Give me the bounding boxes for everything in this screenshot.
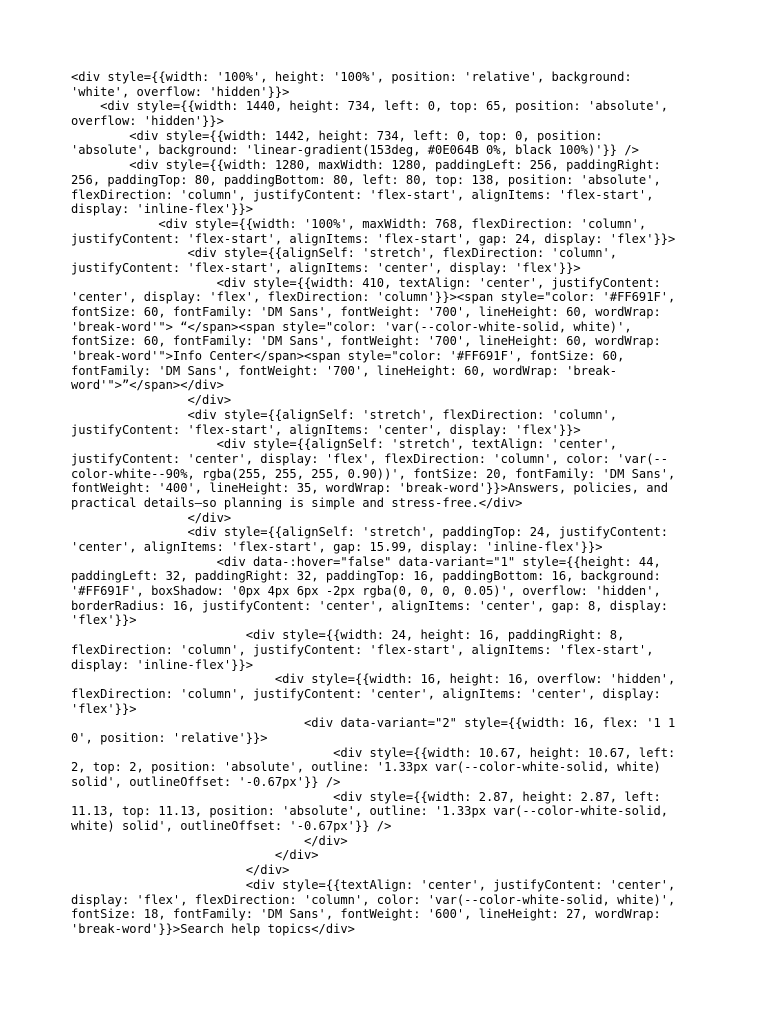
code-line: <div style={{alignSelf: 'stretch', flexDirection: 'column', xyxy=(71,246,618,261)
code-line: 'flex'}}> xyxy=(71,613,137,628)
code-line: '#FF691F', boxShadow: '0px 4px 6px -2px rgba(0, 0, 0, 0.05)', overflow: 'hidden', xyxy=(71,584,661,599)
code-line: <div style={{alignSelf: 'stretch', flexDirection: 'column', xyxy=(71,407,618,422)
code-line: 'center', alignItems: 'flex-start', gap: 15.99, display: 'inline-flex'}}> xyxy=(71,540,603,554)
code-line: justifyContent: 'flex-start', alignItems: 'center', display: 'flex'}}> xyxy=(71,422,581,437)
code-line: justifyContent: 'flex-start', alignItems: 'flex-start', gap: 24, display: 'flex'}}> xyxy=(71,231,676,246)
code-line: <div data-:hover="false" data-variant="1" style={{height: 44, xyxy=(71,554,661,569)
code-line: color-white--90%, rgba(255, 255, 255, 0.90))', fontSize: 20, fontFamily: 'DM Sans', xyxy=(71,466,676,481)
code-line: <div style={{width: 1440, height: 734, left: 0, top: 65, position: 'absolute', xyxy=(71,99,669,114)
code-line: 'center', display: 'flex', flexDirection: 'column'}}><span style="color: '#FF691F', xyxy=(71,290,676,305)
code-line: 11.13, top: 11.13, position: 'absolute', outline: '1.33px var(--color-white-solid, xyxy=(71,804,669,819)
code-listing xyxy=(71,70,695,937)
code-line: fontSize: 60, fontFamily: 'DM Sans', fontWeight: '700', lineHeight: 60, wordWrap: xyxy=(71,305,661,319)
code-line: fontFamily: 'DM Sans', fontWeight: '700', lineHeight: 60, wordWrap: 'break- xyxy=(71,363,618,378)
code-line: </div> xyxy=(71,510,232,525)
code-line: <div style={{width: '100%', maxWidth: 768, flexDirection: 'column', xyxy=(71,216,647,231)
code-line: flexDirection: 'column', justifyContent: 'flex-start', alignItems: 'flex-start', xyxy=(71,642,654,657)
code-line: display: 'inline-flex'}}> xyxy=(71,657,254,672)
code-line: flexDirection: 'column', justifyContent: 'center', alignItems: 'center', display: xyxy=(71,686,661,701)
code-line: <div style={{alignSelf: 'stretch', textAlign: 'center', xyxy=(71,437,618,452)
code-line: justifyContent: 'flex-start', alignItems: 'center', display: 'flex'}}> xyxy=(71,260,581,275)
code-line: <div style={{width: 24, height: 16, paddingRight: 8, xyxy=(71,628,625,643)
code-line: </div> xyxy=(71,848,319,863)
code-line: white) solid', outlineOffset: '-0.67px'}} /> xyxy=(71,819,392,834)
code-line: </div> xyxy=(71,393,232,408)
code-line: 'absolute', background: 'linear-gradient(153deg, #0E064B 0%, black 100%)'}} /> xyxy=(71,143,639,158)
code-line: practical details—so planning is simple and stress-free.</div> xyxy=(71,495,523,510)
code-line: display: 'inline-flex'}}> xyxy=(71,202,254,217)
code-line: 'break-word'"> “</span><span style="color: 'var(--color-white-solid, white)', xyxy=(71,319,632,334)
code-line: 'break-word'">Info Center</span><span style="color: '#FF691F', fontSize: 60, xyxy=(71,349,625,364)
code-line: justifyContent: 'center', display: 'flex', flexDirection: 'column', color: 'var(-- xyxy=(71,451,669,466)
code-line: <div style={{width: 1280, maxWidth: 1280, paddingLeft: 256, paddingRight: xyxy=(71,158,661,173)
code-line: <div style={{width: 410, textAlign: 'center', justifyContent: xyxy=(71,275,661,290)
code-line: 'flex'}}> xyxy=(71,701,137,716)
code-line: <div style={{width: 2.87, height: 2.87, left: xyxy=(71,789,661,804)
code-line: <div style={{width: '100%', height: '100%', position: 'relative', background: xyxy=(71,70,632,84)
code-line: <div style={{alignSelf: 'stretch', paddingTop: 24, justifyContent: xyxy=(71,525,669,540)
code-line: word'">”</span></div> xyxy=(71,378,224,393)
code-line: 'break-word'}}>Search help topics</div> xyxy=(71,921,355,936)
code-line: borderRadius: 16, justifyContent: 'center', alignItems: 'center', gap: 8, display: xyxy=(71,598,669,613)
code-line: 2, top: 2, position: 'absolute', outline: '1.33px var(--color-white-solid, white) xyxy=(71,760,661,775)
code-line: fontWeight: '400', lineHeight: 35, wordWrap: 'break-word'}}>Answers, policies, and xyxy=(71,481,669,496)
code-line: paddingLeft: 32, paddingRight: 32, paddingTop: 16, paddingBottom: 16, background: xyxy=(71,569,661,584)
code-line: 'white', overflow: 'hidden'}}> xyxy=(71,84,290,99)
code-line: </div> xyxy=(71,833,348,848)
code-line: fontSize: 18, fontFamily: 'DM Sans', fontWeight: '600', lineHeight: 27, wordWrap: xyxy=(71,907,661,922)
code-line: solid', outlineOffset: '-0.67px'}} /> xyxy=(71,775,341,789)
code-line: <div data-variant="2" style={{width: 16, flex: '1 1 xyxy=(71,716,676,731)
code-line: display: 'flex', flexDirection: 'column', color: 'var(--color-white-solid, white)', xyxy=(71,892,676,907)
code-line: <div style={{width: 16, height: 16, overflow: 'hidden', xyxy=(71,672,676,687)
code-line: 0', position: 'relative'}}> xyxy=(71,730,268,745)
code-line: flexDirection: 'column', justifyContent: 'flex-start', alignItems: 'flex-start', xyxy=(71,187,654,202)
code-line: 256, paddingTop: 80, paddingBottom: 80, left: 80, top: 138, position: 'absolute', xyxy=(71,172,661,187)
code-line: <div style={{width: 10.67, height: 10.67, left: xyxy=(71,745,676,760)
code-line: <div style={{textAlign: 'center', justifyContent: 'center', xyxy=(71,877,676,892)
code-line: <div style={{width: 1442, height: 734, left: 0, top: 0, position: xyxy=(71,128,603,143)
code-line: fontSize: 60, fontFamily: 'DM Sans', fontWeight: '700', lineHeight: 60, wordWrap: xyxy=(71,334,661,349)
code-line: overflow: 'hidden'}}> xyxy=(71,114,224,129)
code-line: </div> xyxy=(71,863,290,878)
